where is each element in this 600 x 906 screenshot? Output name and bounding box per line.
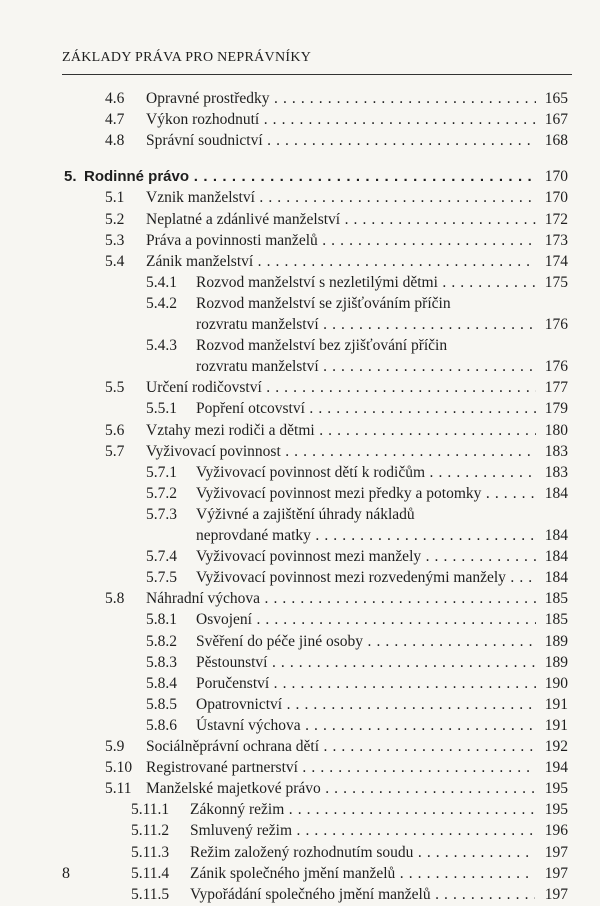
toc-entry: [0, 588, 600, 610]
toc-entry-page: 194: [544, 759, 568, 776]
toc-subentry-page: 175: [544, 274, 568, 291]
toc-entry-number: 4.6: [105, 90, 125, 107]
toc-entry-title: Manželské majetkové právo . . .: [146, 778, 536, 800]
toc-subentry-page: 184: [544, 569, 568, 586]
toc-entry-number: 5.10: [105, 759, 133, 776]
toc-entry: [0, 230, 600, 252]
toc-subentry-title: Rozvod manželství bez zjišťování příčin: [196, 337, 448, 354]
toc-subentry-page: 189: [544, 633, 568, 650]
toc-subentry-title: Vyživovací povinnost mezi rozvedenými manžely . . .: [196, 567, 536, 589]
toc-subentry-page: 184: [544, 485, 568, 502]
toc-entry-title: Opravné prostředky . . .: [146, 88, 536, 110]
toc-entry-title: Náhradní výchova . . .: [146, 588, 536, 610]
toc-subentry: [0, 483, 600, 505]
toc-subentry-title: Zánik společného jmění manželů . . .: [190, 863, 535, 885]
toc-subentry-number: 5.8.3: [146, 654, 177, 671]
toc-subentry-number: 5.7.2: [146, 485, 177, 502]
toc-subentry-title: Pěstounství . . .: [196, 652, 536, 674]
toc-subentry-continued: [0, 356, 600, 378]
toc-subentry-number: 5.11.4: [131, 865, 170, 882]
toc-subentry-title-line2: rozvratu manželství . . .: [196, 314, 536, 336]
toc-entry: [0, 251, 600, 273]
toc-entry-number: 5.7: [105, 443, 125, 460]
running-header: ZÁKLADY PRÁVA PRO NEPRÁVNÍKY: [62, 50, 312, 65]
toc-chapter-number: 5.: [64, 168, 77, 185]
toc-subentry-number: 5.8.4: [146, 675, 177, 692]
toc-entry: [0, 187, 600, 209]
toc-entry-title: Vznik manželství . . .: [146, 187, 536, 209]
toc-entry-page: 180: [544, 422, 568, 439]
toc-subentry: [0, 546, 600, 568]
toc-subentry-number: 5.8.6: [146, 717, 177, 734]
toc-subentry: [0, 398, 600, 420]
toc-subentry-title: Vypořádání společného jmění manželů . . .: [190, 884, 535, 906]
toc-subentry-title: Vyživovací povinnost mezi předky a potomky . . .: [196, 483, 536, 505]
toc-entry: [0, 130, 600, 152]
toc-subentry: [0, 462, 600, 484]
toc-subentry-number: 5.4.1: [146, 274, 177, 291]
toc-subentry-title: Opatrovnictví . . .: [196, 694, 536, 716]
toc-entry: [0, 109, 600, 131]
toc-subentry-title-line2: neprovdané matky . . .: [196, 525, 536, 547]
toc-entry-page: 167: [544, 111, 568, 128]
toc-subentry-number: 5.11.3: [131, 844, 170, 861]
toc-subentry: [0, 715, 600, 737]
toc-subentry-number: 5.11.1: [131, 801, 170, 818]
toc-chapter-page: 170: [544, 168, 568, 185]
toc-entry: [0, 757, 600, 779]
toc-subentry-title: Osvojení . . .: [196, 609, 536, 631]
toc-entry-page: 195: [544, 780, 568, 797]
toc-subentry-page: 176: [544, 316, 568, 333]
toc-entry-page: 165: [544, 90, 568, 107]
toc-subentry: [0, 820, 600, 842]
toc-entry-page: 168: [544, 132, 568, 149]
toc-subentry-title: Výživné a zajištění úhrady nákladů: [196, 506, 415, 523]
toc-subentry-number: 5.4.2: [146, 295, 177, 312]
toc-subentry-page: 183: [544, 464, 568, 481]
toc-subentry: [0, 863, 600, 885]
toc-entry: [0, 377, 600, 399]
toc-subentry-title: Rozvod manželství se zjišťováním příčin: [196, 295, 451, 312]
toc-entry-number: 4.7: [105, 111, 125, 128]
toc-subentry-number: 5.4.3: [146, 337, 177, 354]
toc-subentry-page: 191: [544, 696, 568, 713]
toc-subentry-title: Vyživovací povinnost mezi manžely . . .: [196, 546, 536, 568]
toc-subentry-page: 197: [544, 844, 568, 861]
toc-subentry: [0, 631, 600, 653]
toc-subentry-title: Rozvod manželství s nezletilými dětmi . . .: [196, 272, 536, 294]
toc-entry: [0, 736, 600, 758]
toc-subentry: [0, 335, 600, 357]
toc-subentry-number: 5.11.5: [131, 886, 170, 903]
toc-subentry-number: 5.7.4: [146, 548, 177, 565]
toc-entry-number: 5.2: [105, 211, 125, 228]
toc-entry-title: Určení rodičovství . . .: [146, 377, 536, 399]
toc-entry-title: Zánik manželství . . .: [146, 251, 536, 273]
toc-entry-page: 185: [544, 590, 568, 607]
toc-subentry: [0, 504, 600, 526]
toc-subentry-page: 191: [544, 717, 568, 734]
toc-subentry: [0, 694, 600, 716]
toc-subentry-page: 184: [544, 527, 568, 544]
toc-subentry-page: 185: [544, 611, 568, 628]
toc-subentry-page: 190: [544, 675, 568, 692]
toc-subentry-number: 5.11.2: [131, 822, 170, 839]
toc-subentry: [0, 609, 600, 631]
toc-subentry: [0, 652, 600, 674]
toc-entry: [0, 420, 600, 442]
toc-subentry-title: Smluvený režim . . .: [190, 820, 535, 842]
toc-entry-title: Neplatné a zdánlivé manželství . . .: [146, 209, 536, 231]
toc-subentry: [0, 567, 600, 589]
toc-subentry: [0, 673, 600, 695]
toc-subentry: [0, 293, 600, 315]
toc-subentry-number: 5.7.1: [146, 464, 177, 481]
toc-subentry-title: Svěření do péče jiné osoby . . .: [196, 631, 536, 653]
toc-subentry-page: 176: [544, 358, 568, 375]
toc-entry-title: Práva a povinnosti manželů . . .: [146, 230, 536, 252]
toc-entry-page: 177: [544, 379, 568, 396]
toc-entry-title: Sociálněprávní ochrana dětí . . .: [146, 736, 536, 758]
toc-subentry: [0, 842, 600, 864]
toc-entry-number: 5.5: [105, 379, 125, 396]
toc-entry-number: 4.8: [105, 132, 125, 149]
toc-subentry-page: 179: [544, 400, 568, 417]
toc-chapter-title: Rodinné právo . . .: [84, 166, 534, 188]
toc-entry: [0, 88, 600, 110]
toc-subentry-title: Vyživovací povinnost dětí k rodičům . . .: [196, 462, 536, 484]
toc-entry-number: 5.6: [105, 422, 125, 439]
toc-subentry: [0, 884, 600, 906]
toc-subentry-number: 5.8.2: [146, 633, 177, 650]
toc-subentry-number: 5.7.3: [146, 506, 177, 523]
toc-entry-number: 5.9: [105, 738, 125, 755]
toc-entry-title: Správní soudnictví . . .: [146, 130, 536, 152]
toc-entry-page: 192: [544, 738, 568, 755]
toc-subentry-title: Zákonný režim . . .: [190, 799, 535, 821]
toc-entry-page: 183: [544, 443, 568, 460]
toc-subentry: [0, 799, 600, 821]
toc-entry-title: Registrované partnerství . . .: [146, 757, 536, 779]
header-rule: [62, 74, 572, 75]
toc-entry-number: 5.3: [105, 232, 125, 249]
toc-entry-page: 174: [544, 253, 568, 270]
toc-subentry-page: 197: [544, 865, 568, 882]
toc-entry-title: Vyživovací povinnost . . .: [146, 441, 536, 463]
toc-entry-page: 170: [544, 189, 568, 206]
toc-subentry-number: 5.8.5: [146, 696, 177, 713]
toc-subentry-title: Popření otcovství . . .: [196, 398, 536, 420]
toc-entry: [0, 441, 600, 463]
toc-subentry-title: Ústavní výchova . . .: [196, 715, 536, 737]
toc-entry: [0, 209, 600, 231]
toc-subentry-page: 196: [544, 822, 568, 839]
toc-subentry-number: 5.7.5: [146, 569, 177, 586]
toc-entry-title: Vztahy mezi rodiči a dětmi . . .: [146, 420, 536, 442]
toc-entry-number: 5.4: [105, 253, 125, 270]
toc-subentry: [0, 272, 600, 294]
toc-entry-page: 172: [544, 211, 568, 228]
toc-subentry-title: Režim založený rozhodnutím soudu . . .: [190, 842, 535, 864]
toc-subentry-number: 5.8.1: [146, 611, 177, 628]
page-number: 8: [62, 865, 70, 882]
toc-subentry-page: 189: [544, 654, 568, 671]
toc-entry-title: Výkon rozhodnutí . . .: [146, 109, 536, 131]
toc-subentry-number: 5.5.1: [146, 400, 177, 417]
toc-entry: [0, 778, 600, 800]
toc-subentry-page: 184: [544, 548, 568, 565]
toc-subentry-title-line2: rozvratu manželství . . .: [196, 356, 536, 378]
toc-subentry-continued: [0, 314, 600, 336]
toc-entry-number: 5.1: [105, 189, 125, 206]
toc-subentry-page: 195: [544, 801, 568, 818]
toc-entry-number: 5.8: [105, 590, 125, 607]
toc-chapter-entry: [0, 166, 600, 188]
toc-entry-number: 5.11: [105, 780, 132, 797]
toc-subentry-title: Poručenství . . .: [196, 673, 536, 695]
toc-subentry-continued: [0, 525, 600, 547]
toc-subentry-page: 197: [544, 886, 568, 903]
toc-entry-page: 173: [544, 232, 568, 249]
